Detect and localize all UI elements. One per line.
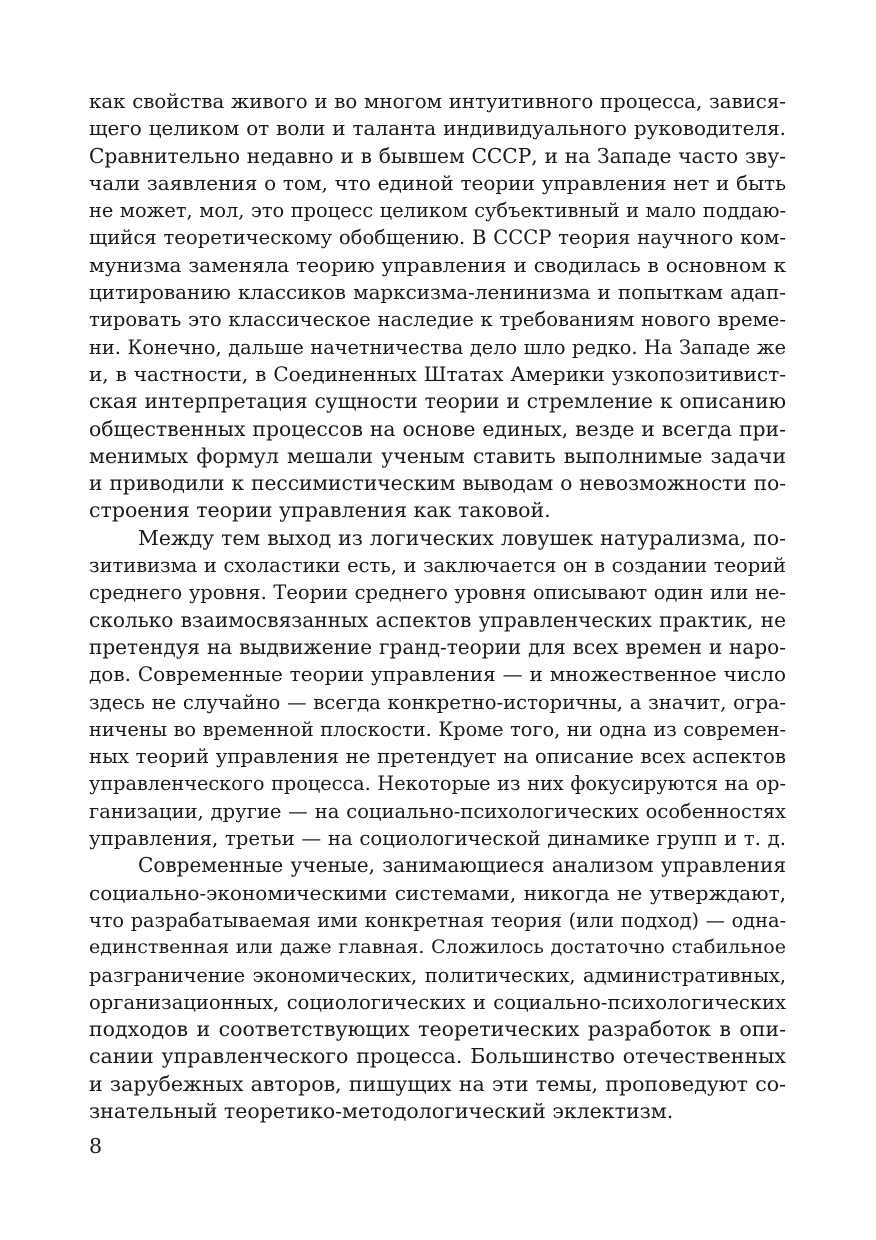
text-line: цитированию классиков марксизма-ленинизма и попыткам адап- [89, 281, 786, 305]
text-line: и зарубежных авторов, пишущих на эти темы, проповедуют со- [89, 1071, 786, 1096]
text-line: мунизма заменяла теорию управления и сводилась в основном к [89, 252, 786, 277]
text-line: социально-экономическими системами, никогда не утверждают, [89, 880, 786, 905]
paragraph-1 [89, 88, 786, 525]
text-line: строения теории управления как таковой. [89, 498, 551, 523]
text-line: единственная или даже главная. Сложилось достаточно стабильное [89, 936, 786, 959]
text-line: среднего уровня. Теории среднего уровня описывают один или не- [89, 581, 786, 605]
text-line: менимых формул мешали ученым ставить выполнимые задачи [89, 443, 786, 468]
text-line: сколько взаимосвязанных аспектов управленческих практик, не [89, 607, 786, 632]
paragraph-3 [89, 852, 786, 1125]
text-line: и, в частности, в Соединенных Штатах Америки узкопозитивист- [89, 361, 786, 386]
text-line: здесь не случайно — всегда конкретно-историчны, а значит, огра- [89, 690, 786, 714]
text-line: щийся теоретическому обобщению. В СССР теория научного ком- [89, 226, 786, 250]
text-line: разграничение экономических, политических, административных, [89, 963, 786, 987]
text-line: как свойства живого и во многом интуитивного процесса, завися- [89, 90, 786, 113]
text-line: тировать это классическое наследие к требованиям нового време- [89, 308, 786, 332]
paragraph-2 [89, 525, 786, 853]
page-number: 8 [89, 1134, 103, 1158]
text-line: ская интерпретация сущности теории и стремление к описанию [89, 389, 786, 414]
text-line: ных теорий управления не претендует на описание всех аспектов [89, 745, 786, 769]
page-body [89, 88, 786, 1125]
text-line: ганизации, другие — на социально-психологических особенностях [89, 799, 786, 823]
text-line: управленческого процесса. Некоторые из них фокусируются на ор- [89, 772, 786, 796]
text-line: Между тем выход из логических ловушек натурализма, по- [138, 525, 786, 550]
text-line: подходов и соответствующих теоретических разработок в опи- [89, 1017, 786, 1042]
text-line: ни. Конечно, дальше начетничества дело шло редко. На Западе же [89, 335, 786, 359]
text-line: сании управленческого процесса. Большинство отечественных [89, 1044, 786, 1069]
text-line: Сравнительно недавно и в бывшем СССР, и на Западе часто зву- [89, 143, 786, 168]
text-line: дов. Современные теории управления — и множественное число [89, 662, 786, 687]
text-line: не может, мол, это процесс целиком субъективный и мало поддаю- [89, 199, 786, 223]
text-line: знательный теоретико-методологический эклектизм. [89, 1098, 674, 1123]
text-line: общественных процессов на основе единых, везде и всегда при- [89, 416, 786, 441]
text-line: зитивизма и схоластики есть, и заключается он в создании теорий [89, 554, 786, 578]
text-line: претендуя на выдвижение гранд-теории для всех времен и наро- [89, 634, 786, 659]
text-line: и приводили к пессимистическим выводам о невозможности по- [89, 471, 786, 496]
text-line: что разрабатываемая ими конкретная теория (или подход) — одна- [89, 908, 786, 932]
text-line: чали заявления о том, что единой теории управления нет и быть [89, 170, 786, 195]
text-line: организационных, социологических и социально-психологических [89, 990, 786, 1014]
text-line: ничены во временной плоскости. Кроме того, ни одна из современ- [89, 717, 786, 741]
text-line: Современные ученые, занимающиеся анализом управления [138, 853, 786, 878]
text-line: щего целиком от воли и таланта индивидуального руководителя. [89, 116, 786, 141]
text-line: управления, третьи — на социологической динамике групп и т. д. [89, 827, 786, 851]
